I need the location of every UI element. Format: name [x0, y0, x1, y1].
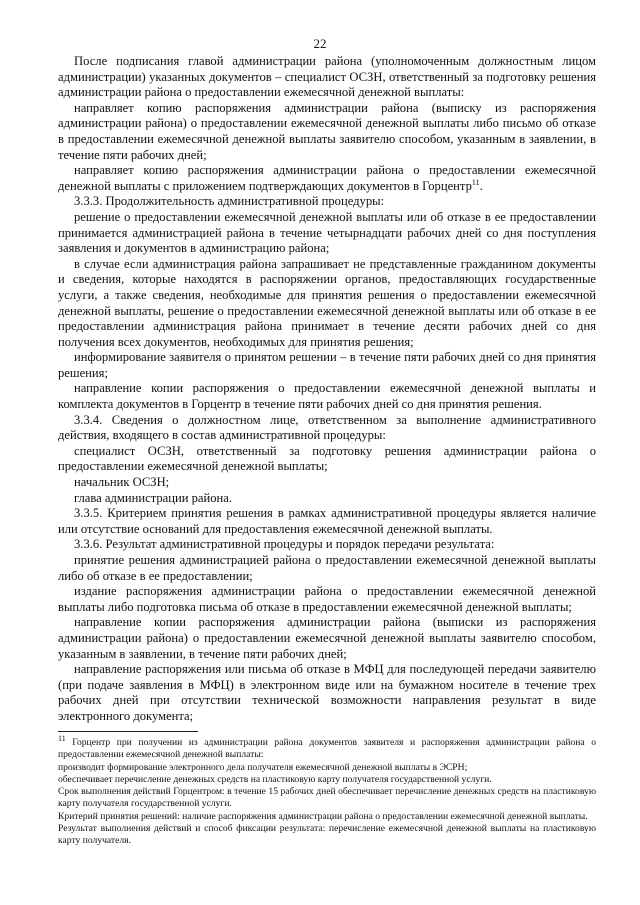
footnote-marker: 11: [58, 733, 66, 743]
paragraph: 3.3.4. Сведения о должностном лице, ответственном за выполнение административного действия, входящего в состав административной процедуры:: [58, 412, 596, 443]
body-text: [58, 54, 596, 725]
footnote-text: Горцентр при получении из администрации района документов заявителя и распоряжения администрации района о предоставлении ежемесячной денежной выплаты:: [58, 737, 596, 761]
paragraph: направляет копию распоряжения администрации района (выписку из распоряжения администрации района) о предоставлении ежемесячной денежной выплаты либо письмо об отказе в предоставлении ежемесячной денежной выплаты заявителю способом, указанным в заявлении, в течение пяти рабочих дней;: [58, 100, 596, 162]
paragraph: информирование заявителя о принятом решении – в течение пяти рабочих дней со дня принятия решения;: [58, 350, 596, 380]
footnote-reference: 11: [471, 177, 480, 187]
footnote-line: [58, 733, 596, 762]
paragraph: После подписания главой администрации района (уполномоченным должностным лицом администрации) указанных документов – специалист ОСЗН, ответственный за подготовку решения администрации района о предоставлении ежемесячной денежной выплаты:: [58, 54, 596, 100]
paragraph: принятие решения администрацией района о предоставлении ежемесячной денежной выплаты либо об отказе в ее предоставлении;: [58, 553, 596, 583]
paragraph: издание распоряжения администрации района о предоставлении ежемесячной денежной выплаты либо подготовка письма об отказе в предоставлении ежемесячной денежной выплаты;: [58, 584, 596, 614]
footnote-line: производит формирование электронного дела получателя ежемесячной денежной выплаты в ЭСРН;: [58, 761, 468, 773]
footnote-separator: [58, 731, 198, 732]
paragraph: направление копии распоряжения администрации района (выписки из распоряжения администрации района) о предоставлении ежемесячной денежной выплаты заявителю способом, указанным в заявлении, в течение пяти рабочих дней;: [58, 615, 596, 661]
paragraph-text: направляет копию распоряжения администрации района о предоставлении ежемесячной денежной выплаты с приложением подтверждающих документов в Горцентр: [58, 163, 596, 193]
paragraph: глава администрации района.: [74, 490, 233, 505]
footnote-block: [58, 733, 596, 848]
footnote-line: обеспечивает перечисление денежных средств на пластиковую карту получателя государственной услуги.: [58, 773, 492, 785]
footnote-line: Результат выполнения действий и способ фиксации результата: перечисление ежемесячной денежной выплаты на пластиковую карту получателя.: [58, 823, 596, 847]
paragraph: начальник ОСЗН;: [74, 475, 170, 490]
paragraph: 3.3.6. Результат административной процедуры и порядок передачи результата:: [74, 537, 495, 552]
paragraph: направление распоряжения или письма об отказе в МФЦ для последующей передачи заявителю (при подаче заявления в МФЦ) в электронном виде или на бумажном носителе в течение трех рабочих дней при отсутствии технической возможности направления результат в виде электронного документа;: [58, 662, 596, 723]
paragraph-end-punct: .: [479, 178, 483, 193]
paragraph: в случае если администрация района запрашивает не представленные гражданином документы и сведения, которые находятся в распоряжении органов, предоставляющих государственные услуги, а также сведения, необходимые для принятия решения о предоставлении ежемесячной денежной выплаты, решение о предоставлении ежемесячной денежной выплаты или об отказе в ее предоставлении администрация района принимает в течение десяти рабочих дней со дня получения всех документов, необходимых для принятия решения;: [58, 256, 596, 349]
paragraph: 3.3.3. Продолжительность административной процедуры:: [74, 194, 385, 209]
paragraph: [58, 163, 596, 194]
page-number: 22: [313, 36, 327, 51]
footnote-line: Критерий принятия решений: наличие распоряжения администрации района о предоставлении ежемесячной денежной выплаты.: [58, 810, 588, 822]
footnote-line: Срок выполнения действий Горцентром: в течение 15 рабочих дней обеспечивает перечисление денежных средств на пластиковую карту получателя государственной услуги.: [58, 786, 596, 810]
paragraph: направление копии распоряжения о предоставлении ежемесячной денежной выплаты и комплекта документов в Горцентр в течение пяти рабочих дней со дня принятия решения.: [58, 381, 596, 412]
paragraph: специалист ОСЗН, ответственный за подготовку решения администрации района о предоставлении ежемесячной денежной выплаты;: [58, 443, 596, 474]
paragraph: 3.3.5. Критерием принятия решения в рамках административной процедуры является наличие или отсутствие оснований для предоставления ежемесячной денежной выплаты.: [58, 506, 596, 536]
paragraph: решение о предоставлении ежемесячной денежной выплаты или об отказе в ее предоставлении принимается администрацией района в течение четырнадцати рабочих дней со дня поступления заявления и документов в администрацию района;: [58, 209, 596, 256]
